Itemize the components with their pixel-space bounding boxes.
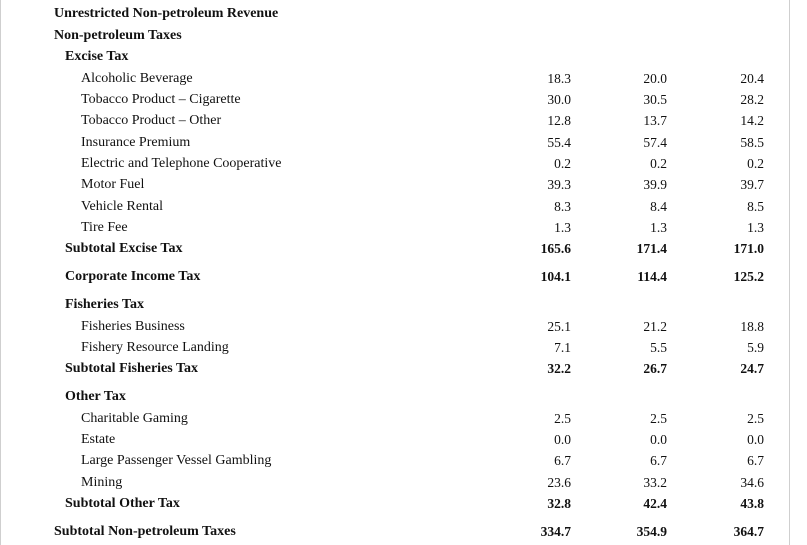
row-value: 0.2 [650,156,667,171]
row-value: 57.4 [643,135,667,150]
row-label: Estate [81,432,116,447]
row-value: 21.2 [643,319,667,334]
table-row [0,472,807,493]
row-label: Tobacco Product – Other [81,113,222,128]
row-value: 30.5 [643,92,667,107]
row-value: 6.7 [747,453,764,468]
table-row [0,153,807,174]
row-value: 0.0 [650,432,667,447]
row-value: 2.5 [554,411,571,426]
subtotal-value: 43.8 [740,496,764,511]
row-value: 23.6 [547,475,571,490]
row-label: Insurance Premium [81,135,191,150]
subtotal-value: 42.4 [643,496,667,511]
subtotal-value: 32.8 [547,496,571,511]
subtotal-row [0,266,807,287]
row-value: 2.5 [650,411,667,426]
subtotal-value: 165.6 [540,241,571,256]
table-title-row [0,3,807,24]
group-heading-row [0,294,807,315]
table-row [0,429,807,450]
row-value: 39.7 [740,177,764,192]
group-heading-row [0,46,807,67]
row-value: 8.5 [747,199,764,214]
row-value: 39.3 [547,177,571,192]
row-label: Large Passenger Vessel Gambling [81,453,272,468]
row-value: 33.2 [643,475,667,490]
row-label: Vehicle Rental [81,199,164,214]
table-row [0,196,807,217]
row-value: 1.3 [554,220,571,235]
row-value: 8.4 [650,199,667,214]
row-value: 1.3 [747,220,764,235]
subtotal-value: 114.4 [637,269,667,284]
row-value: 0.2 [747,156,764,171]
row-label: Mining [81,475,123,490]
table-row [0,174,807,195]
total-value: 334.7 [540,524,571,539]
total-row [0,521,807,542]
table-row [0,217,807,238]
row-value: 5.5 [650,340,667,355]
row-value: 0.2 [554,156,571,171]
subtotal-label: Subtotal Fisheries Tax [65,361,199,376]
row-value: 18.8 [740,319,764,334]
row-value: 6.7 [650,453,667,468]
row-value: 0.0 [554,432,571,447]
row-label: Alcoholic Beverage [81,71,193,86]
table-row [0,408,807,429]
table-title: Unrestricted Non-petroleum Revenue [54,6,279,21]
row-value: 28.2 [740,92,764,107]
subtotal-row [0,493,807,514]
row-label: Tobacco Product – Cigarette [81,92,241,107]
corporate-income-tax-label: Corporate Income Tax [65,269,201,284]
row-value: 58.5 [740,135,764,150]
row-value: 8.3 [554,199,571,214]
subtotal-row [0,238,807,259]
table-row [0,89,807,110]
row-label: Fishery Resource Landing [81,340,229,355]
subtotal-label: Subtotal Other Tax [65,496,180,511]
row-value: 39.9 [643,177,667,192]
row-label: Motor Fuel [81,177,145,192]
row-label: Electric and Telephone Cooperative [81,156,282,171]
subtotal-value: 171.4 [636,241,667,256]
row-value: 20.4 [740,71,764,86]
table-row [0,316,807,337]
row-value: 55.4 [547,135,571,150]
subtotal-value: 26.7 [643,361,667,376]
row-label: Charitable Gaming [81,411,188,426]
row-value: 5.9 [747,340,764,355]
row-value: 20.0 [643,71,667,86]
subtotal-label: Subtotal Excise Tax [65,241,183,256]
total-value: 354.9 [636,524,667,539]
row-value: 14.2 [740,113,764,128]
total-label: Subtotal Non-petroleum Taxes [54,524,236,539]
row-value: 30.0 [547,92,571,107]
group-heading-row [0,386,807,407]
subtotal-value: 32.2 [547,361,571,376]
row-label: Fisheries Business [81,319,185,334]
table-row [0,132,807,153]
row-value: 25.1 [547,319,571,334]
table-row [0,337,807,358]
table-row [0,110,807,131]
section-heading: Non-petroleum Taxes [54,28,182,43]
group-heading-excise: Excise Tax [65,49,129,64]
section-heading-row [0,25,807,46]
row-value: 7.1 [554,340,571,355]
row-value: 13.7 [643,113,667,128]
table-row [0,450,807,471]
row-value: 6.7 [554,453,571,468]
subtotal-value: 171.0 [733,241,764,256]
table-row [0,68,807,89]
row-value: 0.0 [747,432,764,447]
row-value: 18.3 [547,71,571,86]
subtotal-row [0,358,807,379]
subtotal-value: 24.7 [740,361,764,376]
group-heading-other: Other Tax [65,389,126,404]
group-heading-fisheries: Fisheries Tax [65,297,144,312]
row-value: 1.3 [650,220,667,235]
total-value: 364.7 [733,524,764,539]
row-value: 34.6 [740,475,764,490]
row-value: 12.8 [547,113,571,128]
subtotal-value: 125.2 [733,269,764,284]
row-value: 2.5 [747,411,764,426]
row-label: Tire Fee [81,220,128,235]
subtotal-value: 104.1 [540,269,571,284]
